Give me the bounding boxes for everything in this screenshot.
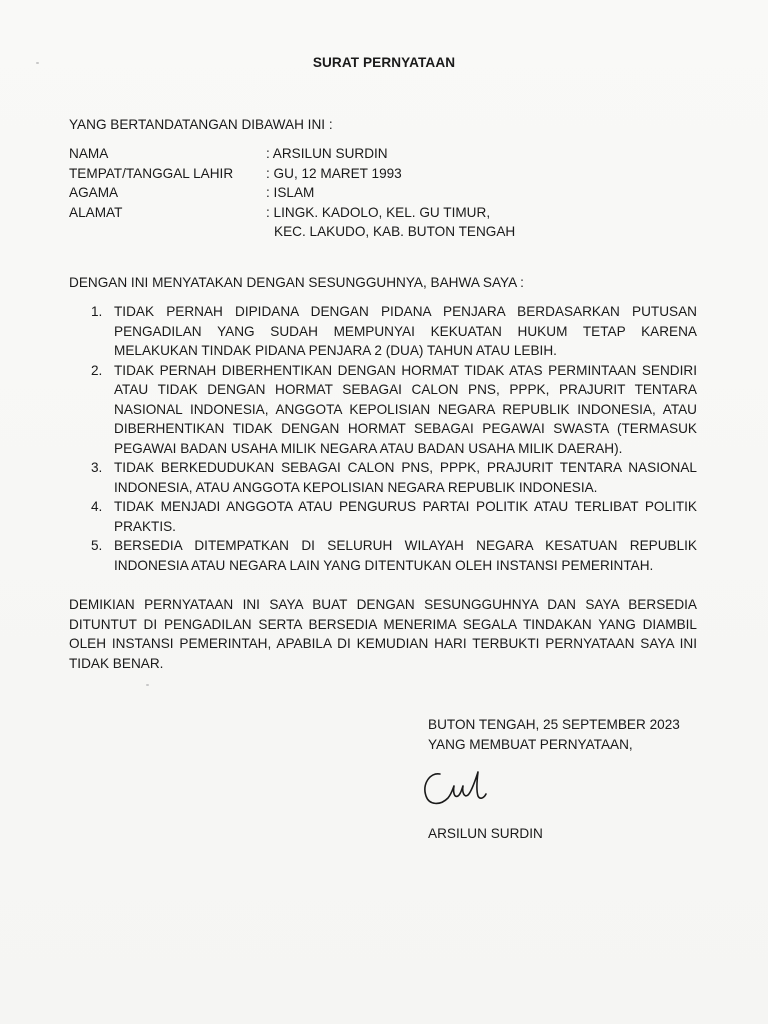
identity-label: ALAMAT [69, 204, 123, 220]
closing-paragraph: DEMIKIAN PERNYATAAN INI SAYA BUAT DENGAN SESUNGGUHNYA DAN SAYA BERSEDIA DITUNTUT DI PENGADILAN SERTA BERSEDIA MENERIMA SEGALA TINDAKAN YANG DIAMBIL OLEH INSTANSI PEMERINTAH, APABILA DI KEMUDIAN HARI TERBUKTI PERNYATAAN SAYA INI TIDAK BENAR. [69, 597, 697, 671]
identity-value: : LINGK. KADOLO, KEL. GU TIMUR, [266, 204, 491, 220]
statement-list [85, 302, 697, 575]
identity-label: NAMA [69, 146, 109, 161]
statement-number: 3. [91, 460, 103, 475]
statement-number: 5. [91, 538, 103, 553]
statement-item [85, 361, 697, 459]
statement-text: TIDAK PERNAH DIPIDANA DENGAN PIDANA PENJARA BERDASARKAN PUTUSAN PENGADILAN YANG SUDAH MEMPUNYAI KEKUATAN HUKUM TETAP KARENA MELAKUKAN TINDAK PIDANA PENJARA 2 (DUA) TAHUN ATAU LEBIH. [114, 304, 697, 358]
address-continuation: KEC. LAKUDO, KAB. BUTON TENGAH [274, 224, 516, 239]
statement-text: BERSEDIA DITEMPATKAN DI SELURUH WILAYAH NEGARA KESATUAN REPUBLIK INDONESIA ATAU NEGARA LAIN YANG DITENTUKAN OLEH INSTANSI PEMERINTAH. [114, 538, 697, 573]
document-title: SURAT PERNYATAAN [312, 55, 456, 70]
intro-line: YANG BERTANDATANGAN DIBAWAH INI : [69, 117, 333, 132]
signature-block [428, 715, 680, 754]
identity-value: : ISLAM [266, 185, 315, 200]
statement-number: 4. [91, 499, 103, 514]
signer-caption: YANG MEMBUAT PERNYATAAN, [428, 736, 633, 752]
identity-value: : ARSILUN SURDIN [266, 146, 388, 161]
statement-text: TIDAK BERKEDUDUKAN SEBAGAI CALON PNS, PPPK, PRAJURIT TENTARA NASIONAL INDONESIA, ATAU ANGGOTA KEPOLISIAN NEGARA REPUBLIK INDONESIA. [114, 460, 697, 495]
signer-name: ARSILUN SURDIN [428, 826, 543, 841]
identity-value: : GU, 12 MARET 1993 [266, 165, 402, 181]
statement-number: 1. [91, 304, 103, 319]
statement-item [85, 536, 697, 575]
scan-speck [146, 684, 149, 686]
declaration-intro: DENGAN INI MENYATAKAN DENGAN SESUNGGUHNYA, BAHWA SAYA : [69, 275, 524, 290]
statement-text: TIDAK PERNAH DIBERHENTIKAN DENGAN HORMAT TIDAK ATAS PERMINTAAN SENDIRI ATAU TIDAK DENGAN HORMAT SEBAGAI CALON PNS, PPPK, PRAJURIT TENTARA NASIONAL INDONESIA, ANGGOTA KEPOLISIAN NEGARA REPUBLIK INDONESIA, ATAU DIBERHENTIKAN TIDAK DENGAN HORMAT SEBAGAI PEGAWAI SWASTA (TERMASUK PEGAWAI BADAN USAHA MILIK NEGARA ATAU BADAN USAHA MILIK DAERAH). [114, 362, 697, 456]
identity-label: TEMPAT/TANGGAL LAHIR [69, 165, 234, 181]
statement-number: 2. [91, 362, 103, 378]
handwritten-signature [418, 762, 508, 812]
statement-item [85, 497, 697, 536]
identity-label: AGAMA [69, 185, 119, 200]
statement-text: TIDAK MENJADI ANGGOTA ATAU PENGURUS PARTAI POLITIK ATAU TERLIBAT POLITIK PRAKTIS. [114, 499, 697, 534]
statement-item [85, 302, 697, 361]
place-date: BUTON TENGAH, 25 SEPTEMBER 2023 [428, 717, 680, 732]
statement-item [85, 458, 697, 497]
